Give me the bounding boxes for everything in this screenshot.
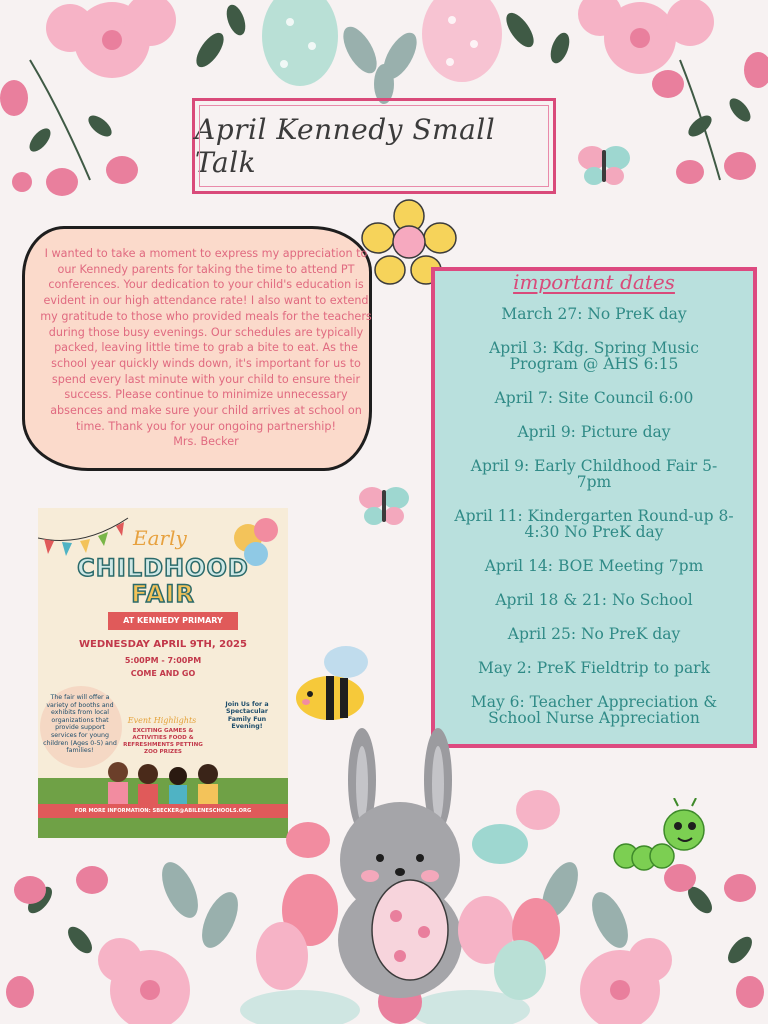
butterfly-icon: [574, 138, 634, 194]
flyer-date: WEDNESDAY APRIL 9TH, 2025: [79, 639, 247, 650]
message-body: I wanted to take a moment to express my appreciation to our Kennedy parents for taking the time to attend PT conferences. Your dedication to your child's education is evident in our high attendance rate! I also want to extend my gratitude to those who provided meals for the teachers during those busy evenings. Our schedules are typically packed, leaving little time to grab a bite to eat. As the school year quickly winds down, it's important for us to spend every last minute with your child to ensure their success. Please continue to minimize unnecessary absences and make sure your child arrives at school on time. Thank you for your ongoing partnership!: [40, 247, 372, 433]
flyer-fair: FAIR: [131, 580, 195, 608]
bee-icon: [294, 644, 376, 724]
date-item: April 25: No PreK day: [507, 625, 681, 643]
flyer-contact-footer: FOR MORE INFORMATION: SBECKER@ABILENESCHOOLS.ORG: [38, 804, 288, 818]
flyer-location-ribbon: AT KENNEDY PRIMARY: [108, 612, 238, 630]
flyer-time: 5:00PM - 7:00PM: [124, 656, 202, 665]
flyer-childhood: CHILDHOOD: [77, 554, 249, 582]
easter-egg-icon: [262, 0, 338, 86]
important-dates-list: [431, 302, 757, 726]
flyer-highlights-title: Event Highlights: [127, 716, 197, 725]
flyer-early: Early: [133, 526, 187, 550]
flyer-come-and-go: COME AND GO: [130, 669, 196, 678]
butterfly-icon: [356, 480, 412, 532]
date-item: April 3: Kdg. Spring Music Program @ AHS 6:15: [489, 339, 699, 373]
page-title: April Kennedy Small Talk: [195, 113, 496, 179]
flyer-invite: Join Us for a Spectacular Family Fun Evening!: [225, 701, 269, 731]
date-item: April 14: BOE Meeting 7pm: [484, 557, 704, 575]
date-item: April 9: Picture day: [517, 423, 671, 441]
important-dates-heading: important dates: [513, 270, 675, 294]
date-item: April 9: Early Childhood Fair 5-7pm: [470, 457, 718, 491]
bottom-floral-decoration: [0, 720, 768, 1024]
date-item: May 6: Teacher Appreciation & School Nurse Appreciation: [470, 693, 718, 727]
flyer-highlights: EXCITING GAMES & ACTIVITIES FOOD & REFRESHMENTS PETTING ZOO PRIZES: [123, 728, 203, 755]
date-item: April 18 & 21: No School: [495, 591, 693, 609]
date-item: May 2: PreK Fieldtrip to park: [478, 659, 710, 677]
message-signature: Mrs. Becker: [173, 435, 239, 449]
date-item: April 7: Site Council 6:00: [494, 389, 694, 407]
leaf-icon: [337, 21, 424, 104]
flyer-description: The fair will offer a variety of booths and exhibits from local organizations that provide support services for young children (Ages 0-5) and families!: [43, 694, 117, 755]
date-item: April 11: Kindergarten Round-up 8-4:30 No PreK day: [454, 507, 734, 541]
date-item: March 27: No PreK day: [501, 305, 687, 323]
title-banner: [192, 98, 556, 194]
principal-message: [38, 246, 374, 450]
